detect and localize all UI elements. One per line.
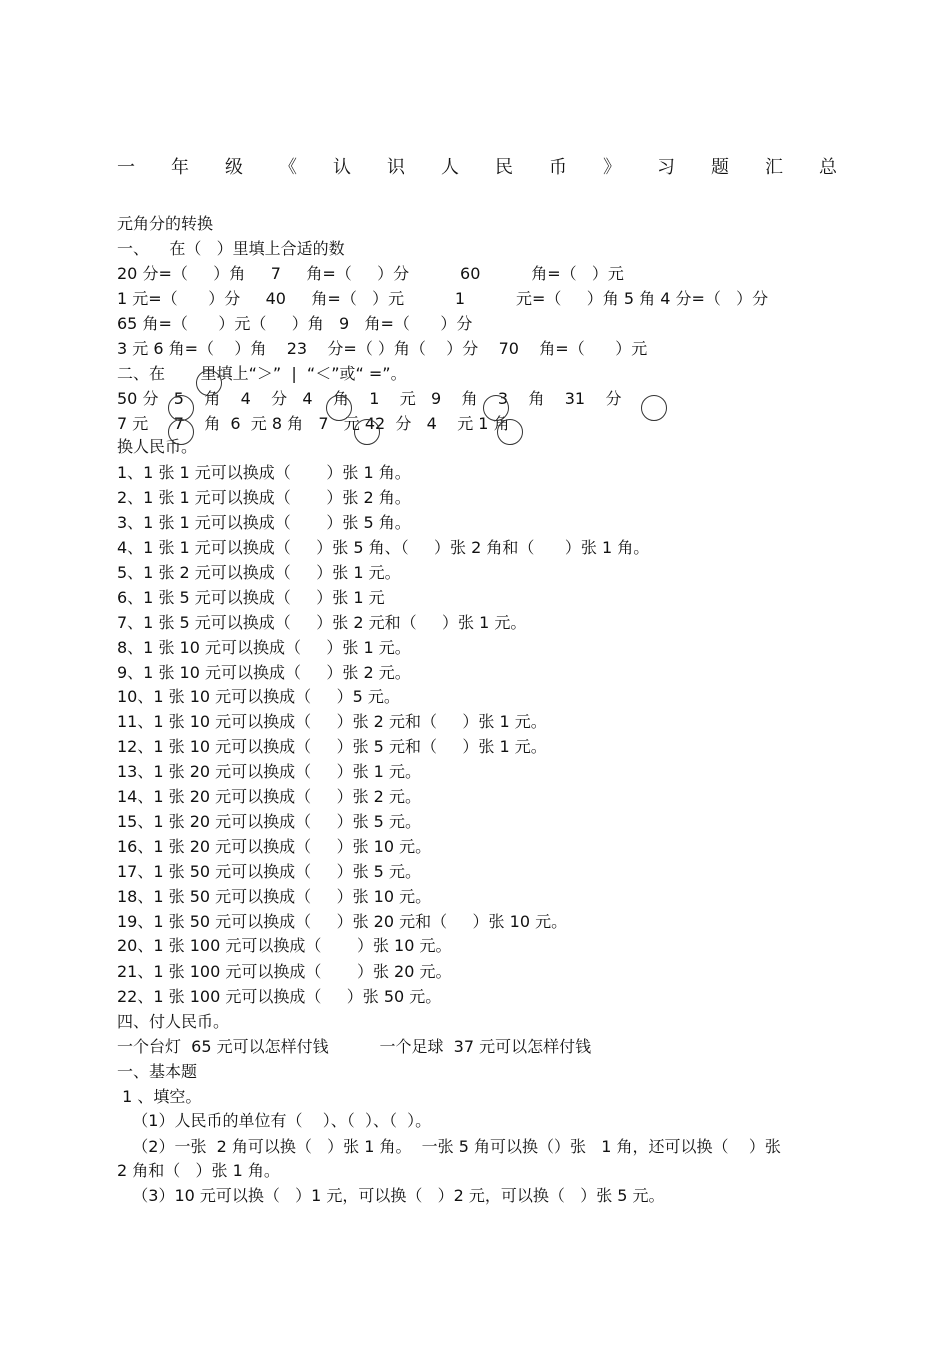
section-heading-exchange: 换人民币。: [117, 437, 198, 456]
subsection-heading-fill: 1 、填空。: [117, 1087, 202, 1106]
title-char: 一: [117, 157, 135, 178]
exercise-line: 20 分=（ ）角 7 角=（ ）分 60 角=（ ）元: [117, 264, 624, 283]
section-heading-compare: 二、在 里填上“＞” | “＜”或“ =”。: [117, 364, 407, 383]
list-item: 15、1 张 20 元可以换成（ ）张 5 元。: [117, 812, 421, 831]
title-char: 民: [495, 157, 513, 178]
exercise-line: 3 元 6 角=（ ）角 23 分=（ ）角（ ）分 70 角=（ ）元: [117, 339, 648, 358]
list-item: 11、1 张 10 元可以换成（ ）张 2 元和（ ）张 1 元。: [117, 712, 547, 731]
compare-circle: [168, 419, 194, 445]
title-char: 习: [657, 157, 675, 178]
list-item: 2、1 张 1 元可以换成（ ）张 2 角。: [117, 488, 411, 507]
compare-line: 7 元 7 角 6 元 8 角 7 元 42 分 4 元 1 角: [117, 414, 510, 433]
page-title: [117, 153, 837, 179]
list-item: 4、1 张 1 元可以换成（ ）张 5 角、（ ）张 2 角和（ ）张 1 角。: [117, 538, 650, 557]
title-char: 》: [603, 157, 621, 178]
fill-question: （3）10 元可以换（ ）1 元，可以换（ ）2 元，可以换（ ）张 5 元。: [117, 1186, 665, 1205]
list-item: 22、1 张 100 元可以换成（ ）张 50 元。: [117, 987, 442, 1006]
compare-circle: [497, 419, 523, 445]
list-item: 3、1 张 1 元可以换成（ ）张 5 角。: [117, 513, 411, 532]
section-heading-basic: 一、基本题: [117, 1062, 198, 1081]
section-heading-conversion: 元角分的转换: [117, 214, 214, 233]
title-char: 识: [387, 157, 405, 178]
fill-question: （1）人民币的单位有（ ）、（ ）、（ ）。: [117, 1111, 432, 1130]
exercise-line: 1 元=（ ）分 40 角=（ ）元 1 元=（ ）角 5 角 4 分=（ ）分: [117, 289, 769, 308]
list-item: 18、1 张 50 元可以换成（ ）张 10 元。: [117, 887, 432, 906]
title-char: 认: [333, 157, 351, 178]
compare-circle: [196, 370, 222, 396]
title-char: 题: [711, 157, 729, 178]
list-item: 12、1 张 10 元可以换成（ ）张 5 元和（ ）张 1 元。: [117, 737, 547, 756]
exercise-line: 65 角=（ ）元（ ）角 9 角=（ ）分: [117, 314, 473, 333]
list-item: 20、1 张 100 元可以换成（ ）张 10 元。: [117, 936, 452, 955]
fill-question: （2）一张 2 角可以换（ ）张 1 角。 一张 5 角可以换（）张 1 角，还可以换（ ）张: [117, 1137, 781, 1156]
list-item: 16、1 张 20 元可以换成（ ）张 10 元。: [117, 837, 432, 856]
list-item: 6、1 张 5 元可以换成（ ）张 1 元: [117, 588, 385, 607]
compare-circle: [326, 395, 352, 421]
fill-question-continued: 2 角和（ ）张 1 角。: [117, 1161, 280, 1180]
list-item: 5、1 张 2 元可以换成（ ）张 1 元。: [117, 563, 401, 582]
compare-circle: [168, 395, 194, 421]
list-item: 1、1 张 1 元可以换成（ ）张 1 角。: [117, 463, 411, 482]
title-char: 年: [171, 157, 189, 178]
pay-question-line: 一个台灯 65 元可以怎样付钱 一个足球 37 元可以怎样付钱: [117, 1037, 592, 1056]
compare-circle: [483, 395, 509, 421]
list-item: 19、1 张 50 元可以换成（ ）张 20 元和（ ）张 10 元。: [117, 912, 568, 931]
compare-line: 50 分 5 角 4 分 4 角 1 元 9 角 3 角 31 分: [117, 389, 622, 408]
compare-circle: [641, 395, 667, 421]
section-heading-pay: 四、付人民币。: [117, 1012, 230, 1031]
title-char: 级: [225, 157, 243, 178]
list-item: 10、1 张 10 元可以换成（ ）5 元。: [117, 687, 400, 706]
list-item: 21、1 张 100 元可以换成（ ）张 20 元。: [117, 962, 452, 981]
title-char: 《: [279, 157, 297, 178]
title-char: 币: [549, 157, 567, 178]
title-char: 汇: [765, 157, 783, 178]
list-item: 14、1 张 20 元可以换成（ ）张 2 元。: [117, 787, 421, 806]
compare-circle: [354, 419, 380, 445]
list-item: 7、1 张 5 元可以换成（ ）张 2 元和（ ）张 1 元。: [117, 613, 527, 632]
list-item: 9、1 张 10 元可以换成（ ）张 2 元。: [117, 663, 411, 682]
title-char: 人: [441, 157, 459, 178]
title-char: 总: [819, 157, 837, 178]
section-heading-fill-blanks: 一、 在（ ）里填上合适的数: [117, 239, 345, 258]
list-item: 8、1 张 10 元可以换成（ ）张 1 元。: [117, 638, 411, 657]
list-item: 17、1 张 50 元可以换成（ ）张 5 元。: [117, 862, 421, 881]
list-item: 13、1 张 20 元可以换成（ ）张 1 元。: [117, 762, 421, 781]
